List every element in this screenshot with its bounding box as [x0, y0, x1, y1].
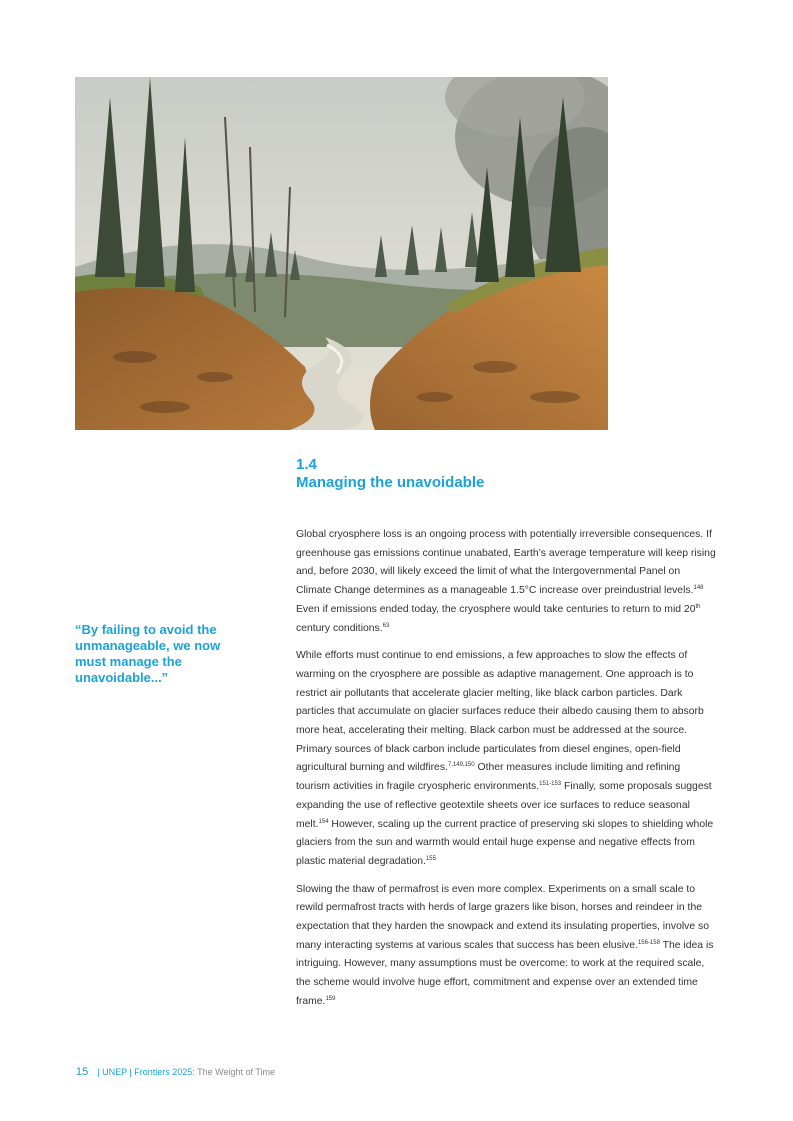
section-number: 1.4 [296, 456, 317, 473]
citation-ref: 63 [382, 622, 390, 629]
paragraph-text: Even if emissions ended today, the cryosphere would take centuries to return to mid 20 [296, 603, 696, 615]
pull-quote: “By failing to avoid the unmanageable, we now must manage the unavoidable...” [75, 622, 221, 685]
citation-ref: 154 [318, 818, 329, 825]
section-heading [296, 456, 716, 492]
paragraph-text: century conditions. [296, 622, 383, 634]
citation-ref: 148 [693, 585, 704, 592]
paragraph-text: The idea is intriguing. However, many assumptions must be overcome: to work at the required scale, the scheme would involve huge effort, commitment and expense over an extended time frame. [296, 939, 714, 1007]
paragraph-text: Other measures include limiting and refining tourism activities in fragile cryospheric environments. [296, 762, 681, 793]
paragraph-text: Finally, some proposals suggest expanding the use of reflective geotextile sheets over ice surfaces to reduce seasonal melt. [296, 781, 712, 830]
citation-ref: 155 [425, 855, 436, 862]
page-number: 15 [76, 1066, 89, 1078]
citation-ref: 156-158 [637, 939, 660, 946]
publication-name: | UNEP | Frontiers 2025: [97, 1067, 195, 1077]
paragraph [296, 526, 717, 638]
section-title: Managing the unavoidable [296, 474, 485, 491]
publication-subtitle: The Weight of Time [194, 1067, 276, 1077]
citation-ref: 7,149,150 [447, 762, 475, 769]
paragraph [296, 881, 717, 1012]
paragraph-text: While efforts must continue to end emissions, a few approaches to slow the effects of warming on the cryosphere are possible as adaptive management. One approach is to restrict air pollutants that accelerate glacier melting, like black carbon particles. Dark particles that accumulate on glacier surfaces reduce their albedo causing them to absorb more heat, accelerating their melting. Black carbon must be addressed at the source. Primary sources of black carbon include particulates from diesel engines, open-field agricultural burning and wildfires. [296, 650, 704, 774]
page-footer [76, 1066, 275, 1078]
hero-illustration [75, 77, 608, 430]
citation-ref: 151-153 [539, 781, 562, 788]
paragraph-text: Global cryosphere loss is an ongoing process with potentially irreversible consequences. If greenhouse gas emissions continue unabated, Earth’s average temperature will keep rising and, before 2030, will likely exceed the limit of what the Intergovernmental Panel on Climate Change determines as a manageable 1.5°C increase over preindustrial levels. [296, 529, 716, 597]
body-text [296, 526, 717, 1021]
paragraph [296, 647, 717, 871]
paragraph-text: However, scaling up the current practice of preserving ski slopes to shielding whole glaciers from the sun and warmth would entail huge expense and negative effects from plastic material degradation. [296, 818, 714, 867]
citation-ref: th [695, 603, 701, 610]
paragraph-text: Slowing the thaw of permafrost is even more complex. Experiments on a small scale to rewild permafrost tracts with herds of large grazers like bison, horses and reindeer in the expectation that they harden the snowpack and extend its insulating properties, involve so many interacting systems at various scales that success has been elusive. [296, 883, 709, 951]
citation-ref: 159 [325, 995, 336, 1002]
landscape-illustration [75, 77, 608, 430]
